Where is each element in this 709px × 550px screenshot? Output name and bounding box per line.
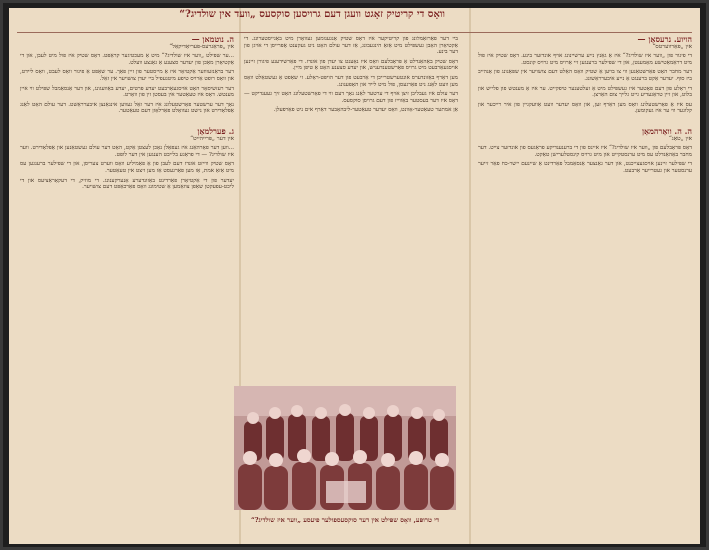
article-paragraph: עס איז אַ פאָרשטעלונג וואָס מען דאַרף זען, און וואָס יעדער וועט אַוועקגיין פון איר רייכער און קלוגער ווי ער איז געקומען. (478, 101, 692, 115)
headline-rule (17, 32, 692, 33)
article-paragraph: ...ווען דער פאָרהאַנג איז געפאַלן נאָכן לעצטן אַקט, האָט דער עולם געשטאַנען און אַפּלאָדירט. ווער איז שולדיג? — די פראַגע בלייבט הענגען אין דער לופט. (20, 145, 234, 158)
article-publication: אין „פּאָרווערטס“ (652, 43, 692, 50)
article-paragraph: ...ער שפּילט „ווער איז שולדיג?“ מיט אַ מעכטיגער קראַפט. דאָס שטיק איז פול מיט לעבן, און די אַקטיאָרן מאַכן פון יעדער סצענע אַ גאַנצע וועלט. (20, 53, 234, 66)
article-author: הויוע. נרעסאַן — (637, 36, 692, 44)
fold-line (469, 8, 471, 544)
article-publication: אין „טאָג“ (668, 135, 692, 142)
right-column (478, 36, 692, 528)
article-publication: אין „פּראָגרעס-פעריאָדיקאַל“ (169, 43, 234, 50)
article-author: ג. פערלמאַן (197, 125, 234, 136)
left-column (20, 36, 234, 528)
photo-caption: די טרופּע, וואָס שפּילט אין דער סוקסעספולער פיעסע „ווער איז שולדיג?“ (250, 516, 440, 524)
article-paragraph: דאָס שטיק ווייזט אונדז דעם לעבן פון אַ פאַמיליע וואָס ווערט צעריסן, און די שפּילער ברענגען עס מיט אַזאַ אמת, אַז מען פאַרגעסט אַז מען זיצט אין טעאַטער. (20, 161, 234, 174)
article-author: ה. נוטמאן — (191, 36, 234, 44)
article-paragraph: דאָס פּראָבלעם פון „ווער איז שולדיג?“ איז איינס פון די ברענענדיקע פראַגעס פון אונדזער צייט. דער מחבר באַהאַנדלט עס מיט ערנסטקייט און מיט גרויס קינסטלערישן טאַקט. (478, 145, 692, 158)
article-paragraph: דער עולם איז געבליבן זיצן אויף די ערטער לאַנג נאָך דעם ווי די פאָרשטעלונג האָט זיך געענדיקט — דאָס איז דער בעסטער באַווייז פון דעם גרויסן סוקסעס. (244, 91, 458, 104)
group-photo-image (234, 386, 456, 510)
article-paragraph: דער רעזשיסאָר האָט אויסגעאַרבעט יעדע פּרטים, יעדע באַוועגונג, און דער אַנסאַמבל שפּילט ווי איין מענטש. דאָס איז טעאַטער אין בעסטן זין פון וואָרט. (20, 85, 234, 99)
article-paragraph: מען דאַרף באַזונדערס אונטערשטרייכן די אַרבעט פון דער הויפּט-ראָלע. זי שאַפט אַ געשטאַלט וואָס מען וועט לאַנג ניט פאַרגעסן, פול מיט לייד און האָפענונג. (244, 74, 458, 88)
article-paragraph: אַן אמתער טעאַטער-אָוונט, וואָס יעדער טעאַטער-ליבהאָבער דאַרף אים ניט פאַרפעלן. (273, 107, 458, 114)
article-paragraph: דער מחבר האָט פאַרשטאַנען ווי צו בויען אַ שטיק וואָס האַלט דעם צושויער אין שפּאַנונג פון אָנהייב ביז סוף. יעדער אַקט ברענגט אַ נייע איבערראַשונג. (478, 69, 692, 82)
article-paragraph: די שפּילער זיינען אויסגעצייכנט, און דער גאַנצער אַנסאַמבל פאַרדינט אַ שיינעם יישר-כח פאַר זייער ערנסטער און געטרייער אַרבעט. (478, 161, 692, 174)
article-paragraph: נאָך דער ערשטער פאָרשטעלונג איז דער זאַל געווען אינגאַנצן איבערראַשט. דער עולם האָט לאַנג אַפּלאָדירט און נישט געוואָלט פאַרלאָזן דעם טעאַטער. (20, 101, 234, 115)
article-paragraph: די פיגור פון „ווער איז שולדיג?“ איז אַ גאַנץ נייע ערשיינונג אויף אונדזער בינע. דאָס שטיק איז פול מיט דראַמאַטישע מאָמענטן, און די שפּילער ברענגען זיי אַרויס מיט גרויס קונסט. (478, 53, 692, 66)
article-paragraph: די ראָלע פון דעם פאָטער איז געשפּילט מיט אַ זעלטענער טיפקייט. ער איז אַ מענטש פון פלייש און בלוט, און זיין טראַגעדיע גייט גלייך צום האַרצן. (478, 85, 692, 99)
article-publication: אין דער „פּרייהייט“ (190, 135, 234, 142)
troupe-photo (234, 386, 456, 510)
middle-column (244, 36, 458, 376)
article-paragraph: יעדער פון די אַקטיאָרן פאַרדינט באַזונדערע אָנערקענונג. די מוזיק, די דעקאָראַציעס און די ליכט-עפעקטן שאַפן צוזאַמען אַ שטימונג וואָס פאַרכאַפּט דעם צושויער. (20, 177, 234, 191)
article-paragraph: דער בראַנזעווזער אַקטיאָר איז אַ מייסטער פון זיין פאַך. ער שאַפט אַ פיגור וואָס לעבט, וואָס ליידט, און וואָס רופט אַרויס טיפע מיטגעפיל ביי יעדן צושויער אין זאַל. (20, 69, 234, 82)
article-author: ה. ה. וואַרהמאַן (641, 125, 692, 136)
page-headline: וואָס די קריטיק זאָגט וועגן דעם גרויסען סוקסעס „וועד אין שולדיג?“ (179, 9, 445, 20)
article-paragraph: דאָס שטיק באַהאַנדלט אַ פּראָבלעם וואָס איז נאָענט צו יעדן פון אונדז. די פאַרשידענע פיגורן זיינען אויסגעאַרבעט מיט גרויס פאַרשטענדעניש, און יעדע סצענע האָט אַ טיפן מיין. (244, 58, 458, 72)
article-paragraph: ביי דער פאַרזאַמלונג פון קריטיקער איז דאָס שטיק אָנגענומען געוואָרן מיט באַגייסטערונג. די אַקטיאָרן האָבן געשפּילט מיט אַזאַ הינגעבונג, אַז דער עולם האָט ניט געקענט אָפּרייסן די אויגן פון דער בינע. (244, 36, 458, 56)
